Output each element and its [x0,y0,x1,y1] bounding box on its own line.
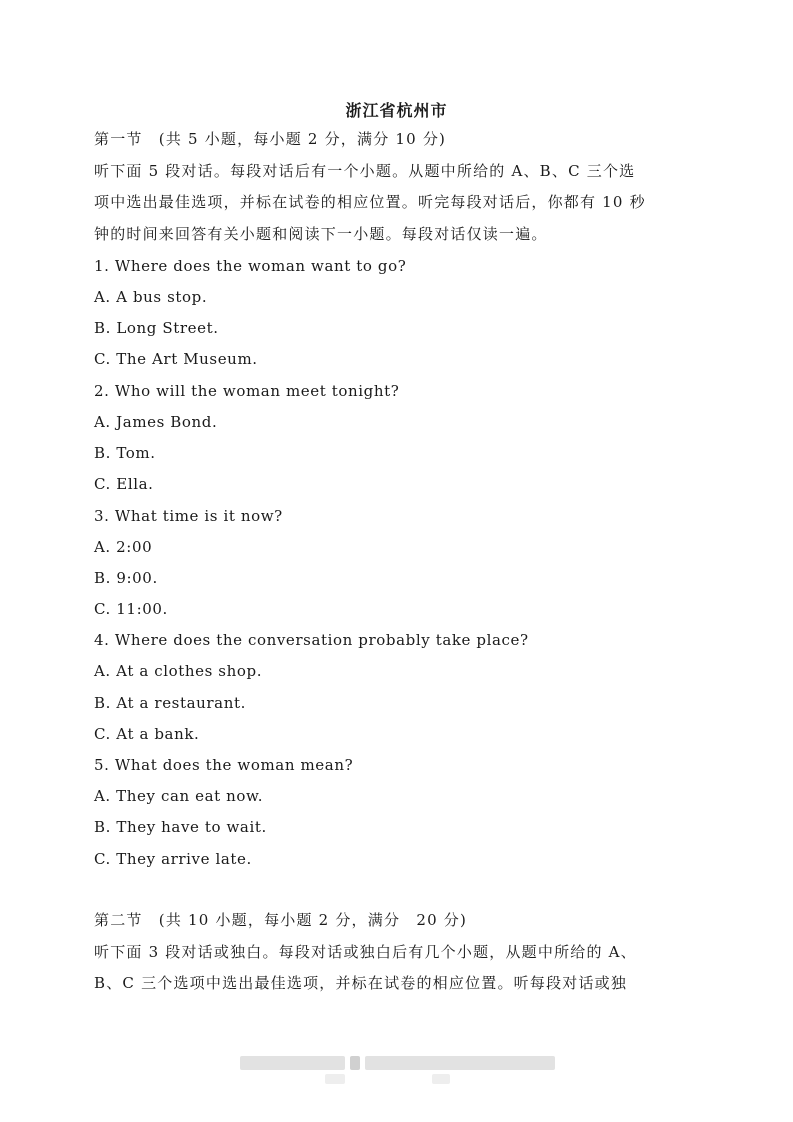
blurred-footer-watermark [350,1056,360,1070]
question-3: 3. What time is it now? [94,507,283,525]
option-1b: B. Long Street. [94,319,219,337]
option-3b: B. 9:00. [94,569,158,587]
section1-instruction-line: 项中选出最佳选项，并标在试卷的相应位置。听完每段对话后，你都有 10 秒 [94,193,646,211]
question-1: 1. Where does the woman want to go? [94,257,407,275]
section1-instruction-line: 钟的时间来回答有关小题和阅读下一小题。每段对话仅读一遍。 [94,225,548,243]
question-4: 4. Where does the conversation probably take place? [94,631,529,649]
option-1c: C. The Art Museum. [94,350,258,368]
option-3a: A. 2:00 [94,538,153,556]
option-3c: C. 11:00. [94,600,168,618]
option-2a: A. James Bond. [94,413,218,431]
section1-heading: 第一节 (共 5 小题，每小题 2 分，满分 10 分) [94,130,447,148]
blurred-footer-watermark [365,1056,555,1070]
blurred-footer-watermark [325,1074,345,1084]
option-2c: C. Ella. [94,475,154,493]
option-4b: B. At a restaurant. [94,694,246,712]
option-5b: B. They have to wait. [94,818,267,836]
document-title: 浙江省杭州市 [345,101,448,120]
option-4a: A. At a clothes shop. [94,662,263,680]
question-5: 5. What does the woman mean? [94,756,354,774]
option-1a: A. A bus stop. [94,288,208,306]
blurred-footer-watermark [432,1074,450,1084]
option-5a: A. They can eat now. [94,787,264,805]
option-4c: C. At a bank. [94,725,200,743]
section2-instruction-line: 听下面 3 段对话或独白。每段对话或独白后有几个小题，从题中所给的 A、 [94,943,637,961]
question-2: 2. Who will the woman meet tonight? [94,382,400,400]
blurred-footer-watermark [240,1056,345,1070]
option-5c: C. They arrive late. [94,850,252,868]
option-2b: B. Tom. [94,444,156,462]
section2-heading: 第二节 (共 10 小题，每小题 2 分，满分 20 分) [94,911,468,929]
section1-instruction-line: 听下面 5 段对话。每段对话后有一个小题。从题中所给的 A、B、C 三个选 [94,162,636,180]
section2-instruction-line: B、C 三个选项中选出最佳选项，并标在试卷的相应位置。听每段对话或独 [94,974,628,992]
